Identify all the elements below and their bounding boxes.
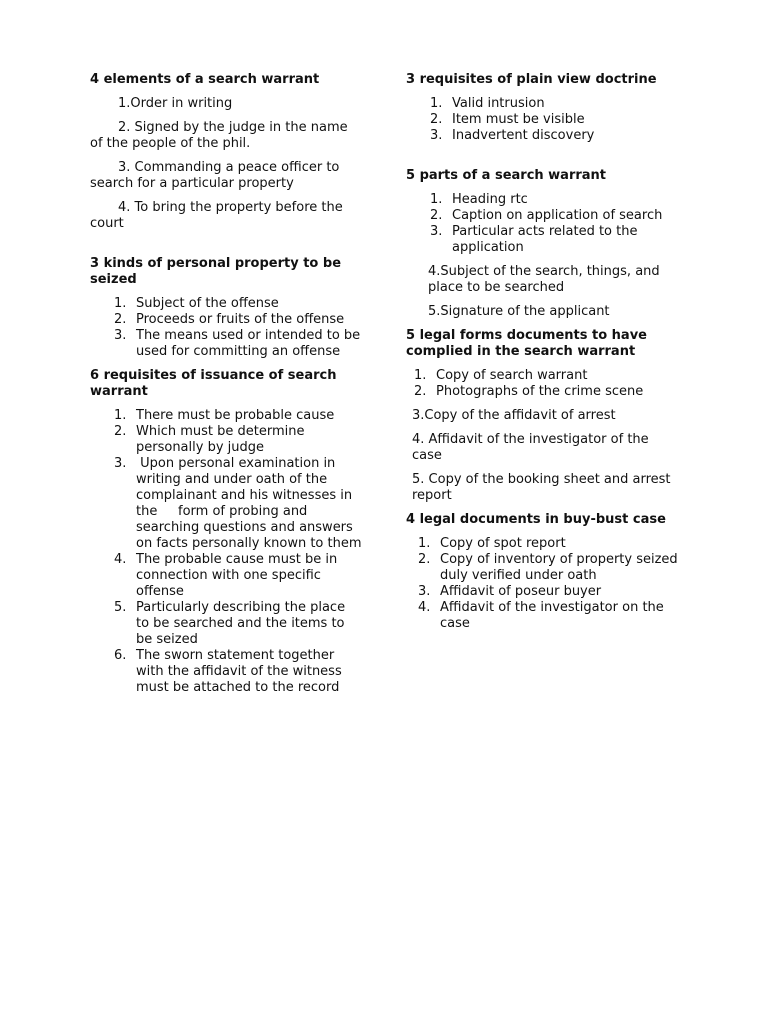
list-buy-bust — [406, 536, 678, 632]
list-number: 1. — [430, 96, 443, 111]
list-number: 3. — [114, 328, 127, 343]
list-item-text: Heading rtc — [452, 192, 528, 207]
list-item-text: The probable cause must be in connection with one specific offense — [136, 552, 338, 599]
paragraph-element-2: 2. Signed by the judge in the name of the people of the phil. — [90, 120, 348, 151]
list-number: 1. — [114, 296, 127, 311]
list-item — [90, 648, 362, 696]
list-item — [406, 368, 678, 384]
list-item-text: There must be probable cause — [136, 408, 335, 423]
list-number: 5. — [114, 600, 127, 615]
left-column — [90, 72, 362, 696]
list-item — [90, 296, 362, 312]
list-item-text: Inadvertent discovery — [452, 128, 595, 143]
section-heading-personal-property: 3 kinds of personal property to be seized — [90, 256, 342, 287]
list-item-text: Caption on application of search — [452, 208, 663, 223]
list-number: 2. — [418, 552, 431, 567]
list-number: 1. — [430, 192, 443, 207]
list-number: 2. — [430, 208, 443, 223]
section-heading-elements: 4 elements of a search warrant — [90, 72, 320, 87]
list-item — [406, 112, 678, 128]
list-item-text: Photographs of the crime scene — [436, 384, 644, 399]
list-item — [90, 424, 362, 456]
section-heading-legal-forms: 5 legal forms documents to have complied in the search warrant — [406, 328, 647, 359]
list-number: 4. — [418, 600, 431, 615]
list-item-text: Copy of search warrant — [436, 368, 588, 383]
list-item — [90, 456, 362, 552]
list-number: 1. — [418, 536, 431, 551]
section-heading-buy-bust: 4 legal documents in buy-bust case — [406, 512, 666, 527]
list-item-text: Particularly describing the place to be searched and the items to be seized — [136, 600, 346, 647]
list-number: 1. — [114, 408, 127, 423]
list-item-text: Item must be visible — [452, 112, 585, 127]
paragraph-element-1: 1.Order in writing — [118, 96, 233, 111]
list-number: 3. — [418, 584, 431, 599]
paragraph-element-3: 3. Commanding a peace officer to search for a particular property — [90, 160, 340, 191]
list-item — [406, 192, 678, 208]
list-number: 4. — [114, 552, 127, 567]
list-item-text: Subject of the offense — [136, 296, 279, 311]
paragraph-element-4: 4. To bring the property before the court — [90, 200, 343, 231]
list-item — [90, 328, 362, 360]
paragraph-form-3: 3.Copy of the affidavit of arrest — [412, 408, 616, 423]
list-item-text: The sworn statement together with the affidavit of the witness must be attached to the record — [136, 648, 342, 695]
list-plain-view — [406, 96, 678, 144]
list-item — [406, 552, 678, 584]
right-column — [406, 72, 678, 632]
list-item — [90, 552, 362, 600]
list-item-text: Valid intrusion — [452, 96, 545, 111]
list-number: 2. — [414, 384, 427, 399]
list-item — [406, 384, 678, 400]
list-number: 3. — [114, 456, 127, 471]
list-number: 3. — [430, 224, 443, 239]
list-item — [90, 312, 362, 328]
list-item-text: Which must be determine personally by judge — [136, 424, 305, 455]
list-item — [406, 96, 678, 112]
list-number: 6. — [114, 648, 127, 663]
section-heading-parts-warrant: 5 parts of a search warrant — [406, 168, 607, 183]
list-parts-warrant — [406, 192, 678, 256]
list-item — [90, 600, 362, 648]
list-number: 3. — [430, 128, 443, 143]
list-number: 2. — [114, 424, 127, 439]
paragraph-form-4: 4. Affidavit of the investigator of the case — [412, 432, 649, 463]
list-item — [406, 600, 678, 632]
list-requisites-issuance — [90, 408, 362, 696]
list-item-text: The means used or intended to be used for committing an offense — [136, 328, 361, 359]
list-personal-property — [90, 296, 362, 360]
list-item — [406, 128, 678, 144]
section-heading-plain-view: 3 requisites of plain view doctrine — [406, 72, 657, 87]
list-number: 2. — [430, 112, 443, 127]
list-item-text: Affidavit of the investigator on the case — [440, 600, 664, 631]
paragraph-part-4: 4.Subject of the search, things, and place to be searched — [428, 264, 660, 295]
list-item — [406, 208, 678, 224]
list-item — [90, 408, 362, 424]
list-item-text: Upon personal examination in writing and under oath of the complainant and his witnesses in the form of probing and searching questions and answers on facts personally known to them — [136, 456, 362, 551]
list-item — [406, 224, 678, 256]
list-item-text: Copy of spot report — [440, 536, 566, 551]
list-item-text: Affidavit of poseur buyer — [440, 584, 602, 599]
paragraph-part-5: 5.Signature of the applicant — [428, 304, 610, 319]
list-item-text: Copy of inventory of property seized duly verified under oath — [440, 552, 678, 583]
list-number: 1. — [414, 368, 427, 383]
list-item — [406, 536, 678, 552]
list-item-text: Particular acts related to the application — [452, 224, 638, 255]
list-number: 2. — [114, 312, 127, 327]
section-heading-requisites-issuance: 6 requisites of issuance of search warrant — [90, 368, 337, 399]
list-legal-forms — [406, 368, 678, 400]
list-item-text: Proceeds or fruits of the offense — [136, 312, 345, 327]
paragraph-form-5: 5. Copy of the booking sheet and arrest report — [412, 472, 671, 503]
list-item — [406, 584, 678, 600]
